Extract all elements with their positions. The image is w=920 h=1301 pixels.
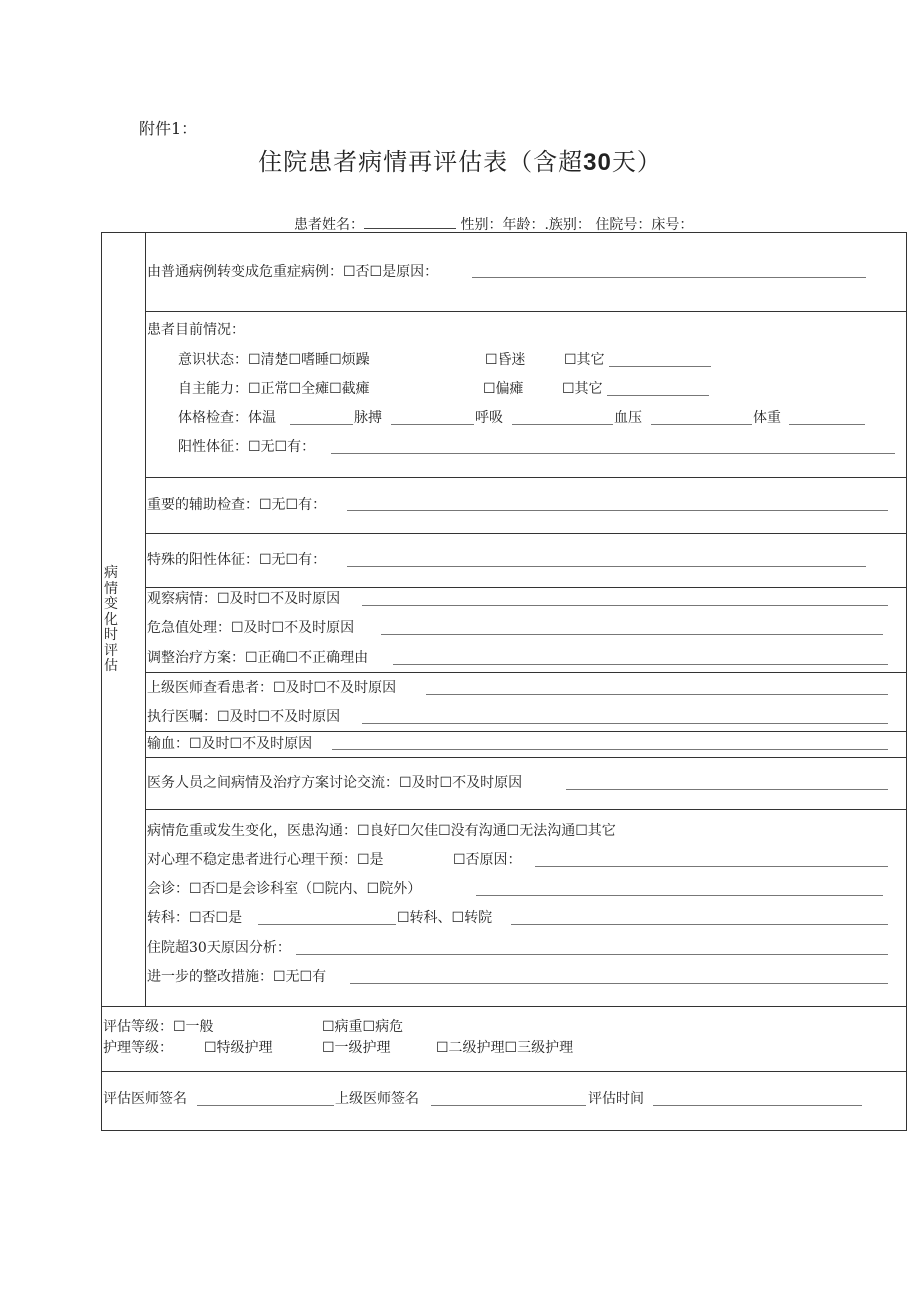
pulse-field[interactable] bbox=[391, 424, 474, 425]
row-divider bbox=[145, 809, 906, 810]
measures-field[interactable] bbox=[350, 983, 888, 984]
over30-field[interactable] bbox=[296, 954, 888, 955]
consciousness-other-option[interactable]: ☐其它 bbox=[564, 352, 605, 368]
psych-reason-field[interactable] bbox=[535, 866, 888, 867]
senior-signature-label: 上级医师签名 bbox=[335, 1091, 419, 1107]
nursing-second-third-option[interactable]: ☐二级护理☐三级护理 bbox=[436, 1040, 574, 1056]
critical-value-reason-field[interactable] bbox=[381, 634, 883, 635]
row-divider bbox=[101, 1006, 907, 1007]
transfer-label: 转科：☐否☐是 bbox=[147, 910, 243, 926]
critical-value-label: 危急值处理：☐及时☐不及时原因 bbox=[147, 620, 355, 636]
weight-field[interactable] bbox=[789, 424, 865, 425]
adjust-treatment-label: 调整治疗方案：☐正确☐不正确理由 bbox=[147, 650, 369, 666]
current-status-heading: 患者目前情况： bbox=[147, 322, 245, 338]
psych-no-label: ☐否原因： bbox=[453, 852, 522, 868]
row-divider bbox=[145, 533, 906, 534]
row-divider bbox=[145, 477, 906, 478]
execute-order-reason-field[interactable] bbox=[362, 723, 888, 724]
transfusion-reason-field[interactable] bbox=[332, 749, 888, 750]
exam-weight-label: 体重 bbox=[753, 410, 781, 426]
hospital-no-label: 住院号： bbox=[595, 217, 652, 233]
attachment-label: 附件1： bbox=[139, 119, 198, 138]
discussion-label: 医务人员之间病情及治疗方案讨论交流：☐及时☐不及时原因 bbox=[147, 775, 523, 791]
execute-order-label: 执行医嘱：☐及时☐不及时原因 bbox=[147, 709, 341, 725]
exam-pulse-label: 脉搏 bbox=[354, 410, 382, 426]
doctor-signature-label: 评估医师签名 bbox=[103, 1091, 187, 1107]
eval-time-label: 评估时间 bbox=[588, 1091, 644, 1107]
exam-bp-label: 血压 bbox=[614, 410, 642, 426]
discussion-reason-field[interactable] bbox=[566, 789, 888, 790]
consciousness-coma-option[interactable]: ☐昏迷 bbox=[485, 352, 526, 368]
senior-signature-field[interactable] bbox=[431, 1105, 586, 1106]
measures-label: 进一步的整改措施：☐无☐有 bbox=[147, 969, 327, 985]
consult-field[interactable] bbox=[476, 895, 883, 896]
aux-exam-label: 重要的辅助检查：☐无☐有： bbox=[147, 497, 327, 513]
senior-review-reason-field[interactable] bbox=[426, 694, 888, 695]
side-column-divider bbox=[145, 232, 146, 1006]
nursing-special-option[interactable]: ☐特级护理 bbox=[204, 1040, 273, 1056]
special-signs-label: 特殊的阳性体征：☐无☐有： bbox=[147, 552, 327, 568]
special-signs-field[interactable] bbox=[347, 566, 866, 567]
consciousness-options: 意识状态：☐清楚☐嗜睡☐烦躁 bbox=[178, 352, 370, 368]
patient-info-line bbox=[294, 214, 693, 234]
positive-signs-field[interactable] bbox=[331, 453, 895, 454]
transfer-options: ☐转科、☐转院 bbox=[397, 910, 493, 926]
table-border-right bbox=[906, 232, 907, 1130]
critical-transfer-text: 由普通病例转变成危重症病例：☐否☐是原因： bbox=[147, 264, 439, 280]
transfusion-label: 输血：☐及时☐不及时原因 bbox=[147, 736, 313, 752]
nursing-first-option[interactable]: ☐一级护理 bbox=[322, 1040, 391, 1056]
eval-time-field[interactable] bbox=[653, 1105, 862, 1106]
transfer-dept-field[interactable] bbox=[258, 924, 396, 925]
temp-field[interactable] bbox=[290, 424, 353, 425]
row-divider bbox=[145, 731, 906, 732]
psych-yes-label: 对心理不稳定患者进行心理干预：☐是 bbox=[147, 852, 384, 868]
bp-field[interactable] bbox=[651, 424, 752, 425]
observe-reason-field[interactable] bbox=[362, 605, 888, 606]
ethnic-label: 族别： bbox=[548, 217, 591, 233]
aux-exam-field[interactable] bbox=[347, 510, 888, 511]
row-divider bbox=[145, 757, 906, 758]
over30-label: 住院超30天原因分析： bbox=[147, 940, 291, 956]
patient-name-label: 患者姓名： bbox=[294, 217, 364, 233]
consciousness-other-field[interactable] bbox=[609, 366, 711, 367]
table-border-bottom bbox=[101, 1130, 907, 1131]
critical-reason-field[interactable] bbox=[472, 277, 866, 278]
patient-name-field[interactable] bbox=[364, 216, 456, 229]
self-ability-other-option[interactable]: ☐其它 bbox=[562, 381, 603, 397]
row-divider bbox=[145, 672, 906, 673]
observe-label: 观察病情：☐及时☐不及时原因 bbox=[147, 591, 341, 607]
consult-label: 会诊：☐否☐是会诊科室（☐院内、☐院外） bbox=[147, 881, 422, 897]
age-label: 年龄：. bbox=[502, 217, 549, 233]
nursing-grade-label: 护理等级： bbox=[103, 1040, 173, 1056]
page-title: 住院患者病情再评估表（含超30天） bbox=[258, 148, 662, 176]
self-ability-other-field[interactable] bbox=[607, 395, 709, 396]
doctor-signature-field[interactable] bbox=[197, 1105, 334, 1106]
communication-label: 病情危重或发生变化，医患沟通：☐良好☐欠佳☐没有沟通☐无法沟通☐其它 bbox=[147, 823, 616, 839]
table-border-top bbox=[101, 232, 907, 233]
table-border-left bbox=[101, 232, 102, 1130]
exam-temp-label: 体格检查：体温 bbox=[178, 410, 276, 426]
self-ability-options: 自主能力：☐正常☐全瘫☐截瘫 bbox=[178, 381, 370, 397]
transfer-note-field[interactable] bbox=[511, 924, 888, 925]
self-ability-hemi-option[interactable]: ☐偏瘫 bbox=[483, 381, 524, 397]
bed-no-label: 床号： bbox=[651, 217, 694, 233]
exam-resp-label: 呼吸 bbox=[475, 410, 503, 426]
row-divider bbox=[145, 311, 906, 312]
row-divider bbox=[101, 1071, 907, 1072]
eval-grade-critical: ☐病重☐病危 bbox=[322, 1019, 404, 1035]
senior-review-label: 上级医师查看患者：☐及时☐不及时原因 bbox=[147, 680, 397, 696]
row-divider bbox=[145, 587, 906, 588]
eval-grade-label: 评估等级：☐一般 bbox=[103, 1019, 214, 1035]
side-label-condition-change: 病 情 变 化 时 评 估 bbox=[104, 565, 118, 674]
gender-label: 性别： bbox=[460, 217, 503, 233]
positive-signs-label: 阳性体征：☐无☐有： bbox=[178, 439, 316, 455]
adjust-treatment-reason-field[interactable] bbox=[393, 664, 888, 665]
resp-field[interactable] bbox=[512, 424, 613, 425]
